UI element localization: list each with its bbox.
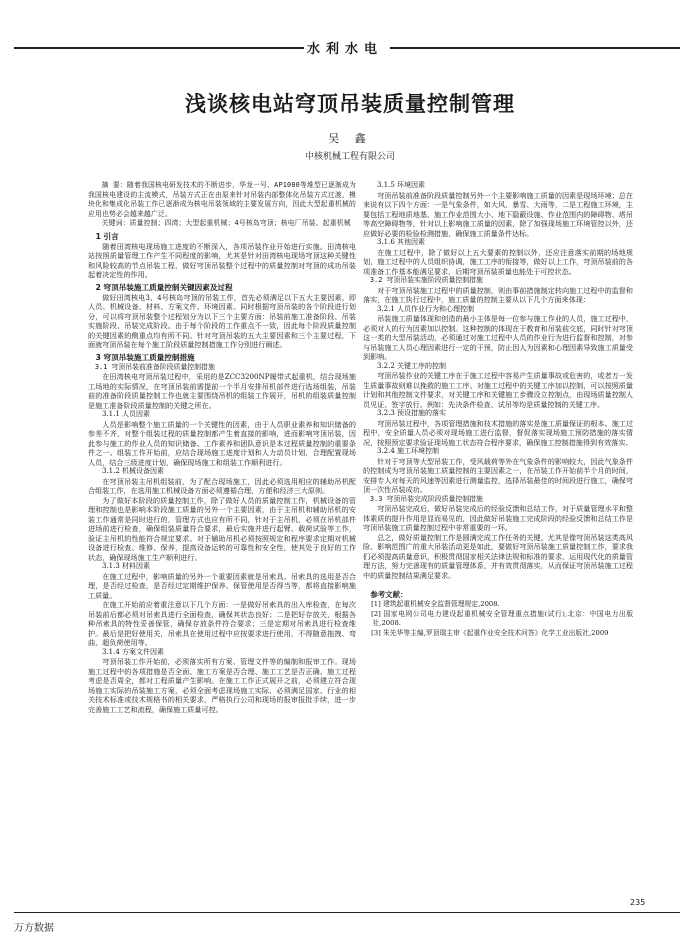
subsection-heading: 3.1.2 机械设备因素 xyxy=(102,467,165,475)
paragraph: 在施工过程中，影响质量的另外一个重要因素就是吊索具。吊索具的选用是否合理，是否经过检查，是否经过定期维护保养、保管使用是否得当等，都将直接影响施工质量。 xyxy=(88,571,356,600)
reference-item: [2] 国家电网公司电力建设起重机械安全管理重点措施(试行),北京：中国电力出版社,2008. xyxy=(371,609,633,627)
subsection-heading: 3.2.4 施工环境控制 xyxy=(377,447,440,455)
paragraph: 做好田湾核电3、4号核岛穹顶的吊装工作，首先必须满足以下五大主要因素，即人员、机械设备、材料、方案文件、环境因素。同时根据穹顶吊装的各个阶段进行划分，可以将穹顶吊装整个过程划分为以下三个主要方面：吊装前施工准备阶段、吊装实施阶段、吊装完成阶段。由于每个阶段的工作重点不一致，因此每个阶段质量控制的关键因素的侧重点均有所不同。针对穹顶吊装的五大主要因素和三个主要过程，下面就穹顶吊装在每个施工阶段质量控制措施工作分别进行阐述。 xyxy=(88,292,356,349)
right-column xyxy=(363,181,633,638)
page-number: 235 xyxy=(630,898,646,907)
paragraph: 在施工过程中，除了做好以上五大要素的控制以外，还应注意落实前期的场地规划，施工过程中的人员组织协调，施工工序的衔接等，做好以上工作，穹顶吊装前的各项准备工作基本能满足要求，后期穹顶吊装质量也能处于可控状态。 xyxy=(363,247,633,276)
left-column-body xyxy=(88,231,356,715)
subsection-heading: 3.1.1 人员因素 xyxy=(102,410,151,418)
paragraph: 随着田湾核电现场施工进度的不断深入，各项吊装作业开始进行实施。田湾核电站按照质量管理工作产生不同程度的影响，尤其是针对田湾核电现场穹顶这种关键性和风险较高的节点吊装工程，做好穹顶吊装整个过程中的质量控制对穹顶的成功吊装起着决定性的作用。 xyxy=(88,241,356,279)
subsection-heading: 3.1.6 其他因素 xyxy=(377,238,426,246)
left-column xyxy=(88,181,356,714)
header-rule-left xyxy=(14,47,304,49)
references-title: 参考文献： xyxy=(370,590,408,599)
paragraph: 在田湾核电穹顶吊装过程中，采用的是ZCC3200NP履带式起重机，结合现场施工场地的实际情况，在穹顶吊装前需提前一个半月安排吊机部件进行选场组装，吊装前的准备阶段质量控制工作也就主要围绕吊机的组装工作展开，吊机的组装质量控制是施工准备阶段质量控制的关键之所在。 xyxy=(88,372,356,410)
author-name: 吴 鑫 xyxy=(328,132,372,145)
footer-rule xyxy=(14,912,680,913)
paragraph: 穹顶吊装工作开始前，必须落实所有方案、管理文件等的编制和报审工作。现场施工过程中的各项措施是否全面、施工方案是否合理、施工工艺是否正确、施工过程考虑是否周全，都对工程质量产生影响。在施工工作正式展开之前，必须建立符合现场施工实际的吊装施工方案，必须全面考虑现场施工实际、必须满足国家、行业的相关技术标准或技术规格书的相关要求，严格执行公司和现场的报审报批手续，进一步完善施工工艺和流程，确保施工质量可控。 xyxy=(88,657,356,714)
subsection-heading: 3.1.3 材料因素 xyxy=(102,562,151,570)
subsection-heading: 3.1.5 环境因素 xyxy=(377,181,426,189)
references-section xyxy=(363,590,633,638)
reference-item: [1] 建筑起重机械安全监督管理规定,2008. xyxy=(371,600,500,608)
right-column-body xyxy=(363,181,633,580)
article-title: 浅谈核电站穹顶吊装质量控制管理 xyxy=(185,92,515,116)
subsection-heading: 3.3 穹顶吊装完成阶段质量控制措施 xyxy=(369,494,483,503)
paragraph: 穹顶吊装作业的关键工序在于施工过程中容易产生质量事故或危害的，或者万一发生质量事故则难以挽救的施工工序。对施工过程中的关键工序加以控制，可以按照质量计划和其他控制文件要求，对关键工序和关键施工步骤设立控制点，由现场质量控制人员见证、签字放行。例如：先决条件检查、试吊等均是质量控制的关键工序。 xyxy=(363,371,633,409)
subsection-heading: 3.2.2 关键工序的控制 xyxy=(377,361,447,370)
keywords: 关键词：质量控制；四湾；大型起重机械；4号核岛穹顶；核电厂吊装、起重机械 xyxy=(101,219,351,227)
section-heading: 1 引言 xyxy=(95,231,119,241)
journal-name: 水利水电 xyxy=(306,42,383,57)
author-affiliation: 中核机械工程有限公司 xyxy=(304,152,395,162)
paragraph: 总之，做好质量控制工作是圆满完成工作任务的关键，尤其是像穹顶吊装这类高风险、影响范围广的重大吊装活动更是如此，要做好穹顶吊装施工质量控制工作，要求我们必须提高质量意识，积极贯彻国家相关法律法规和标准的要求，运用现代化的质量管理方法，努力完善现有的质量管理体系，并有效贯彻落实，从而保证穹顶吊装施工过程中的质量控制结果满足要求。 xyxy=(363,532,633,580)
paragraph: 人员是影响整个施工质量的一个关键性的因素，由于人员职业素养和知识储备的参差不齐，对整个组装过程的质量控制都产生着直接的影响，进而影响穹顶吊装，因此参与施工的作业人员的知识储备、工作素养和团队意识是本过程质量控制的重要条件之一。组装工作开始前，应结合现场施工进度计划和人力动员计划，合理配置现场人员，结合三级进度计划，确保现场施工和组装工作顺利进行。 xyxy=(88,419,356,467)
subsection-heading: 3.1 穹顶吊装前准备阶段质量控制措施 xyxy=(94,362,215,371)
header-rule-right xyxy=(390,47,680,49)
reference-item: [3] 朱先华等主编,罗顶瑞主审《起重作业安全技术问答》化学工业出版社,2009 xyxy=(371,628,609,637)
paragraph: 为了做好本阶段的质量控制工作，除了做好人员的质量控制工作，机械设备的管理和控制也是影响本阶段施工质量的另外一个主要因素，由于主吊机和辅助吊机的安装工作通常是同时进行的，管理方式也应有所不同，针对于主吊机，必须在吊机部件进场前进行检查，确保组装质量符合要求，最后实施并进行起臂、载荷试验等工作，验证主吊机的性能符合规定要求。对于辅助吊机必须按照规定和程序要求定期对机械设备进行检查、维修、保养，提高设备运转的可靠性和安全性，使其处于良好的工作状态，确保现场施工生产顺利进行。 xyxy=(88,495,356,562)
subsection-heading: 3.1.4 方案文件因素 xyxy=(102,647,165,656)
paragraph: 吊装施工质量体现和创造的最小主体是每一位参与施工作业的人员，施工过程中，必须对人的行为因素加以控制。这种控制的体现在于教育和吊装前交底，同时针对穹顶这一类的大型吊装活动，必须通过对施工过程中人员的作业行为进行监督和控制，对参与吊装施工人员心理因素进行一定的干预，防止因人为因素和心理因素导致施工质量受到影响。 xyxy=(363,314,633,361)
paragraph: 穹顶吊装过程中，各项管理措施和技术措施的落实是施工质量保证的根本。施工过程中，安全质量人员必须对现场施工进行监督，督促落实现场施工预防措施的落实情况，按照预定要求验证现场施工状态符合程序要求，确保施工控制措施得到有效落实。 xyxy=(363,418,633,447)
abstract: 摘 要：随着我国核电研发技术的不断进步，华龙一号、AP1000等堆型已逐渐成为我国核电建设的主流模式，吊装方式正在由原来针对吊装内部整体化吊装方式过渡，模块化和集成化吊装工作已逐渐成为核电吊装领域的主要发展方向，因此大型起重机械的应用也势必会越来越广泛。 xyxy=(88,181,356,218)
paragraph: 在施工开始前应着重注意以下几个方面：一是做好吊索具的出入库检查，在每次吊装前后都必须对吊索具进行全面检查，确保其状态良好；二是把好存放关，根据各种吊索具的特性妥善保管，确保存放条件符合要求；三是定期对吊索具进行检查维护。最后是把好使用关，吊索具在使用过程中应按要求进行使用，不得随意拖拽、弯曲、超负荷使用等。 xyxy=(88,600,356,647)
paragraph: 针对于穹顶等大型吊装工作，受风载荷等外在气象条件的影响较大，因此气象条件的控制成为穹顶吊装施工质量控制的主要因素之一，在吊装工作开始前半个月的时间，安排专人对每天的风速等因素进行测量监控，选择吊装最佳的时间段进行施工，确保穹顶一次性吊装成功。 xyxy=(363,456,633,494)
subsection-heading: 3.2 穹顶吊装实施阶段质量控制措施 xyxy=(369,276,483,284)
subsection-heading: 3.2.1 人员作业行为和心理控制 xyxy=(377,304,475,313)
paragraph: 穹顶吊装完成后，做好吊装完成后的经验反馈和总结工作，对于质量管理水平和整体素质的提升作用是显而易见的，因此做好吊装施工完成阶段的经验反馈和总结工作是穹顶吊装施工质量控制过程中非常重要的一环。 xyxy=(363,504,633,532)
section-heading: 2 穹顶吊装施工质量控制关键因素及过程 xyxy=(95,282,233,292)
paragraph: 在穹顶吊装主吊机组装前，为了配合现场施工，因此必须选用相应的辅助吊机配合组装工作，在选用施工机械设备方面必须遵循合理、方便和经济三大原则。 xyxy=(88,476,356,495)
paragraph: 对于穹顶吊装施工过程中的质量控制，则由事前措施制定转向施工过程中的监督和落实，在施工执行过程中，施工质量的控制主要从以下几个方面来体现： xyxy=(363,285,633,304)
footer-brand: 万方数据 xyxy=(14,923,54,934)
paragraph: 穹顶吊装前准备阶段质量控制另外一个主要影响施工质量的因素是现场环境；总在来说有以下四个方面：一是气象条件，如大风、暴雪、大雨等，二是工程施工环境，主要包括工程地质地基、施工作业范围大小、地下隐蔽设施、作业范围内的障碍物、塔吊等高空障碍物等，针对以上影响施工质量的因素，除了加强现场施工环境管控以外，还应做好必要的检验检测措施，确保施工质量条件达标。 xyxy=(363,190,633,238)
section-heading: 3 穹顶吊装施工质量控制措施 xyxy=(95,352,195,362)
subsection-heading: 3.2.3 预设措施的落实 xyxy=(377,409,447,417)
